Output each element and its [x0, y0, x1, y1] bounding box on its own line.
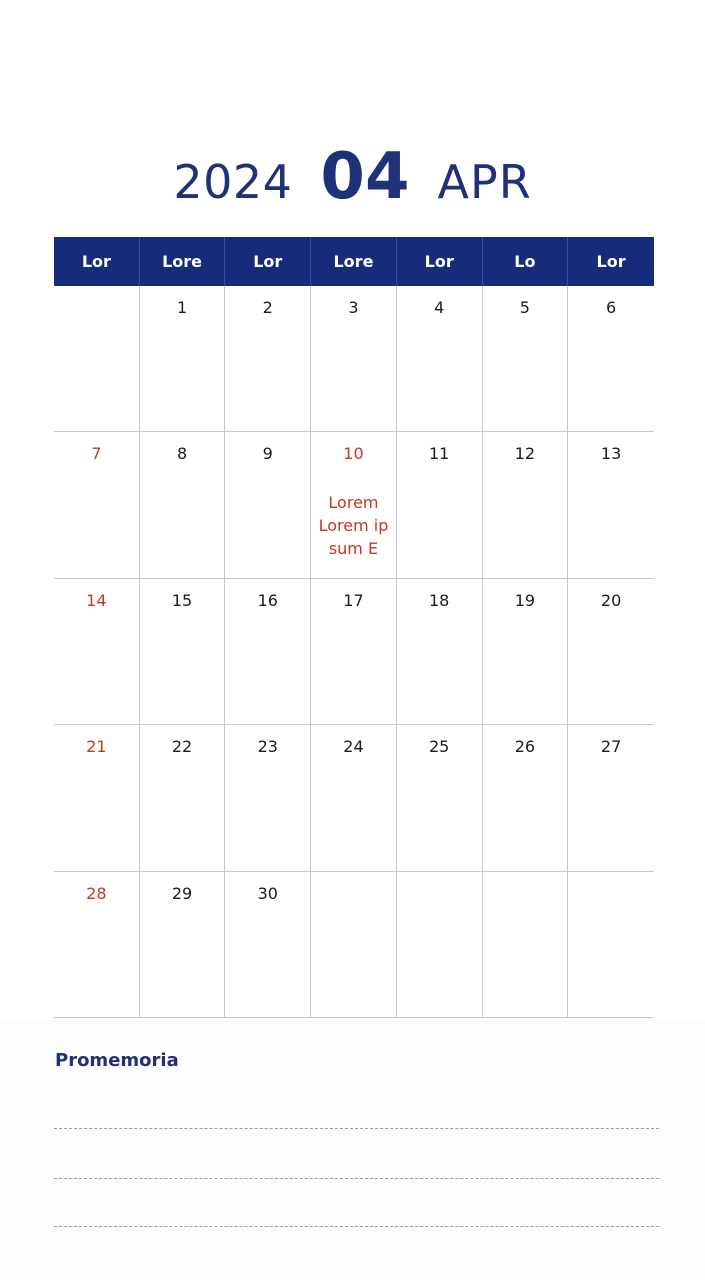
day-cell-1[interactable]: [140, 286, 226, 431]
day-cell-empty: [54, 286, 140, 431]
day-cell-23[interactable]: [225, 725, 311, 870]
day-number: 26: [514, 737, 536, 757]
weekday-label: Lor: [225, 237, 311, 286]
day-number: 10: [343, 444, 364, 464]
day-cell-27[interactable]: [568, 725, 654, 870]
calendar-grid: [54, 237, 654, 1018]
day-cell-13[interactable]: [568, 432, 654, 577]
day-number: 20: [600, 590, 622, 610]
day-cell-17[interactable]: [311, 579, 397, 724]
weekday-label: Lo: [483, 237, 569, 286]
event-note: Lorem Lorem ip sum E: [318, 493, 389, 559]
weekday-label: Lor: [397, 237, 483, 286]
week-row: [54, 579, 654, 725]
day-cell-3[interactable]: [311, 286, 397, 431]
day-number: 19: [514, 590, 536, 610]
day-cell-15[interactable]: [140, 579, 226, 724]
day-number: 22: [171, 737, 193, 757]
day-cell-19[interactable]: [483, 579, 569, 724]
day-number: 9: [262, 444, 273, 464]
day-cell-9[interactable]: [225, 432, 311, 577]
day-cell-empty: [311, 872, 397, 1017]
day-number: 14: [86, 590, 107, 610]
day-cell-11[interactable]: [397, 432, 483, 577]
day-number: 13: [600, 444, 622, 464]
day-number: 5: [519, 298, 530, 317]
day-number: 27: [600, 737, 622, 757]
week-row: [54, 432, 654, 578]
day-cell-24[interactable]: [311, 725, 397, 870]
day-cell-empty: [397, 872, 483, 1017]
day-cell-16[interactable]: [225, 579, 311, 724]
day-cell-22[interactable]: [140, 725, 226, 870]
day-cell-7[interactable]: [54, 432, 140, 577]
day-number: 21: [86, 737, 107, 757]
memo-title: Promemoria: [55, 1050, 179, 1071]
day-number: 6: [605, 298, 617, 317]
day-cell-5[interactable]: [483, 286, 569, 431]
day-cell-empty: [483, 872, 569, 1017]
day-number: 18: [428, 590, 450, 610]
day-cell-empty: [568, 872, 654, 1017]
day-number: 12: [514, 444, 536, 464]
day-number: 8: [176, 444, 188, 464]
day-number: 23: [257, 737, 278, 757]
day-number: 29: [171, 883, 193, 903]
day-cell-30[interactable]: [225, 872, 311, 1017]
day-cell-4[interactable]: [397, 286, 483, 431]
day-cell-18[interactable]: [397, 579, 483, 724]
week-row: [54, 286, 654, 432]
year-label: 2024: [173, 155, 293, 209]
weekday-header: [54, 237, 654, 286]
week-row: [54, 725, 654, 871]
day-number: 11: [428, 444, 450, 464]
calendar-weeks: [54, 286, 654, 1018]
day-number: 17: [343, 590, 364, 610]
day-cell-12[interactable]: [483, 432, 569, 577]
day-number: 30: [257, 883, 278, 903]
day-cell-10[interactable]: [311, 432, 397, 577]
weekday-label: Lore: [311, 237, 397, 286]
weekday-label: Lor: [54, 237, 140, 286]
day-number: 16: [257, 590, 278, 610]
weekday-label: Lor: [596, 252, 626, 271]
day-number: 2: [262, 298, 273, 317]
day-number: 25: [428, 737, 450, 757]
day-cell-14[interactable]: [54, 579, 140, 724]
day-cell-26[interactable]: [483, 725, 569, 870]
day-number: 4: [434, 298, 445, 317]
day-cell-8[interactable]: [140, 432, 226, 577]
memo-line[interactable]: [54, 1128, 659, 1129]
day-cell-29[interactable]: [140, 872, 226, 1017]
day-number: 1: [176, 298, 188, 317]
day-cell-28[interactable]: [54, 872, 140, 1017]
day-number: 24: [343, 737, 364, 757]
weekday-label: Lore: [140, 237, 226, 286]
day-number: 7: [91, 444, 102, 464]
day-number: 28: [86, 883, 107, 903]
day-cell-2[interactable]: [225, 286, 311, 431]
month-title: [0, 140, 705, 214]
month-number: 04: [320, 140, 410, 214]
month-name: APR: [437, 155, 532, 209]
day-number: 3: [348, 298, 359, 317]
memo-line[interactable]: [54, 1178, 659, 1179]
day-cell-25[interactable]: [397, 725, 483, 870]
day-cell-6[interactable]: [568, 286, 654, 431]
day-cell-20[interactable]: [568, 579, 654, 724]
memo-line[interactable]: [54, 1226, 659, 1227]
day-cell-21[interactable]: [54, 725, 140, 870]
week-row: [54, 872, 654, 1018]
day-number: 15: [171, 590, 193, 610]
